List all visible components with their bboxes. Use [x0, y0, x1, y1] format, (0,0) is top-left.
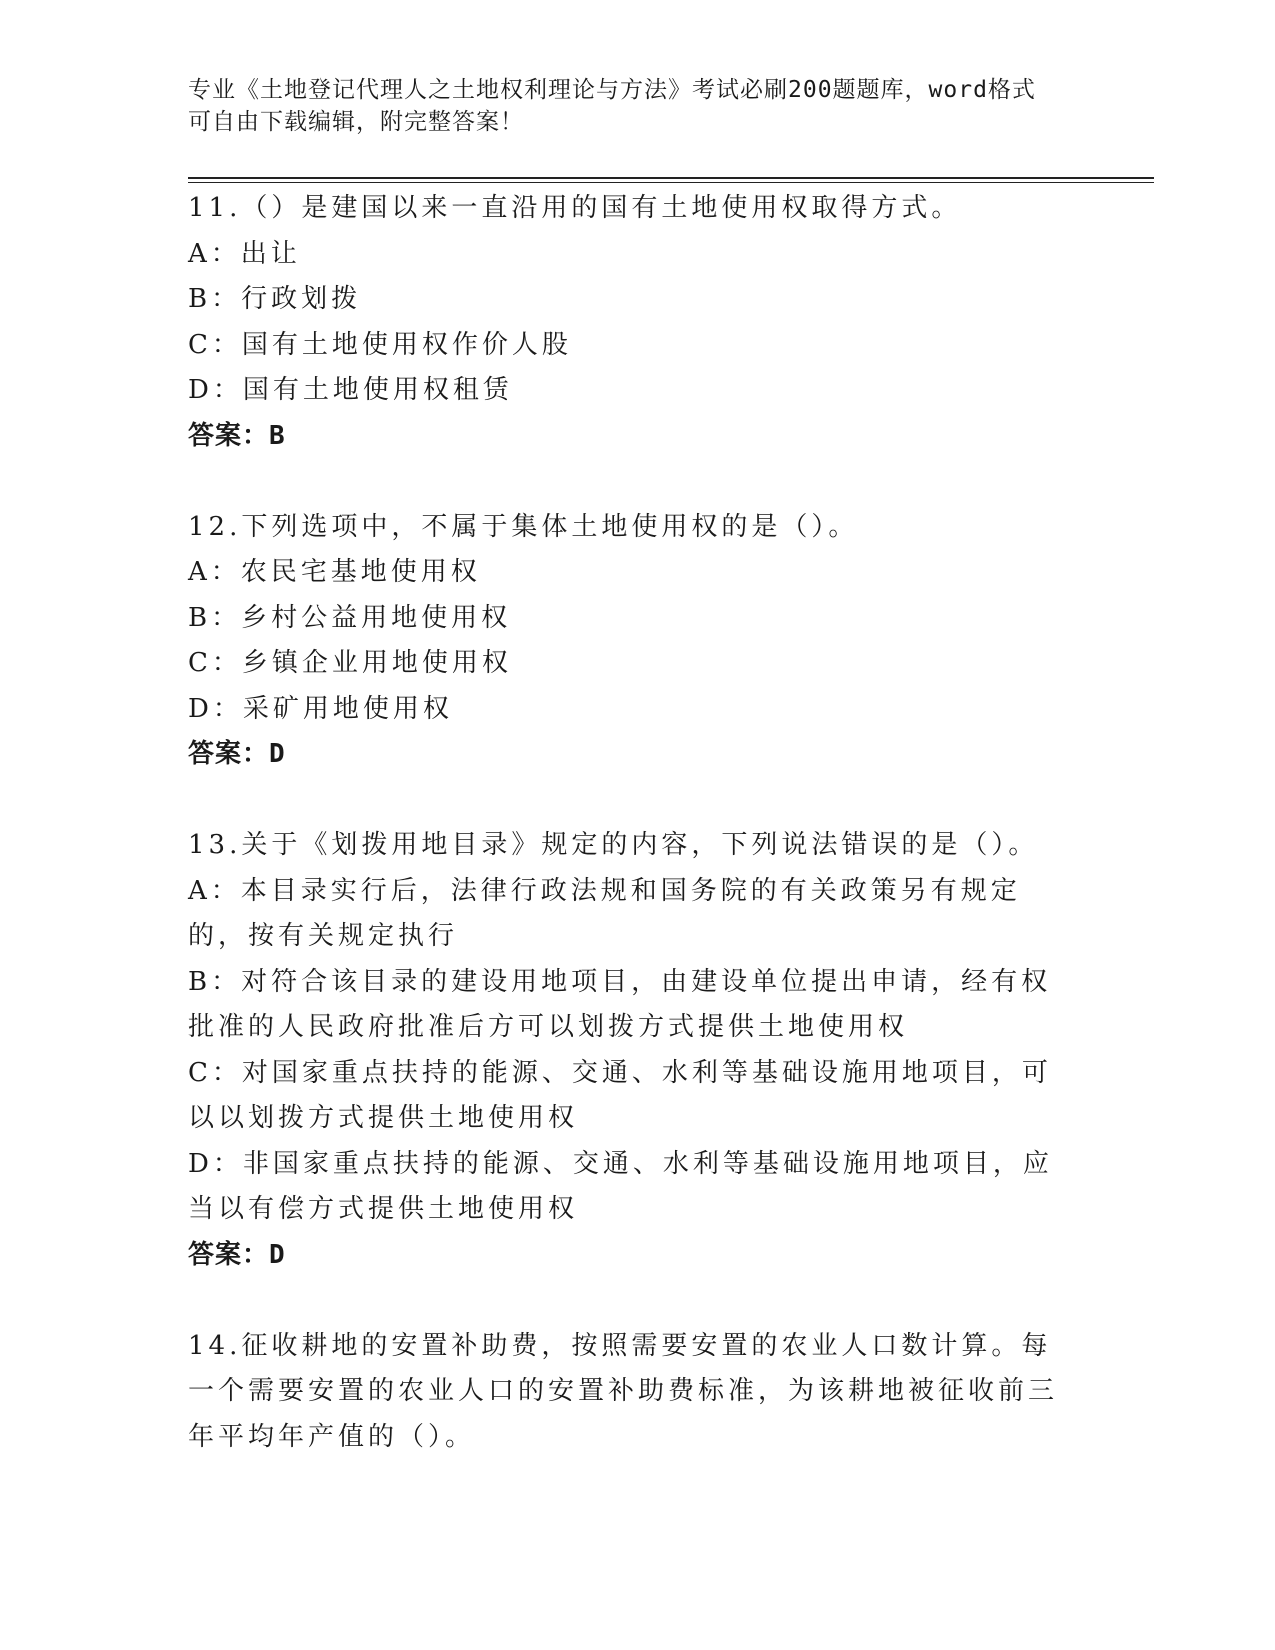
- answer-line: 答案：B: [188, 420, 286, 451]
- question-stem: 13.关于《划拨用地目录》规定的内容，下列说法错误的是（）。: [188, 830, 1039, 860]
- option-c: C：国有土地使用权作价人股: [188, 329, 572, 360]
- answer-line: 答案：D: [188, 1239, 286, 1270]
- question-12: [188, 505, 1068, 778]
- option-a: A：本目录实行后，法律行政法规和国务院的有关政策另有规定的，按有关规定执行: [188, 875, 1021, 951]
- option-d: D：国有土地使用权租赁: [188, 375, 513, 405]
- question-stem: 14.征收耕地的安置补助费，按照需要安置的农业人口数计算。每一个需要安置的农业人口的安置补助费标准，为该耕地被征收前三年平均年产值的（）。: [188, 1330, 1059, 1452]
- option-a: A：出让: [188, 238, 301, 269]
- question-stem: 11.（）是建国以来一直沿用的国有土地使用权取得方式。: [188, 193, 962, 223]
- option-b: B：乡村公益用地使用权: [188, 602, 512, 633]
- option-c: C：对国家重点扶持的能源、交通、水利等基础设施用地项目，可以以划拨方式提供土地使用权: [188, 1057, 1052, 1133]
- document-header: [188, 74, 1068, 138]
- question-11: [188, 186, 1068, 459]
- option-c: C：乡镇企业用地使用权: [188, 648, 512, 678]
- option-b: B：行政划拨: [188, 284, 362, 314]
- option-a: A：农民宅基地使用权: [188, 557, 481, 587]
- option-d: D：采矿用地使用权: [188, 693, 453, 724]
- question-stem: 12.下列选项中，不属于集体土地使用权的是（）。: [188, 511, 859, 542]
- option-b: B：对符合该目录的建设用地项目，由建设单位提出申请，经有权批准的人民政府批准后方可以划拨方式提供土地使用权: [188, 966, 1052, 1042]
- question-13: [188, 823, 1068, 1278]
- header-divider-thick: [188, 177, 1154, 179]
- option-d: D：非国家重点扶持的能源、交通、水利等基础设施用地项目，应当以有偿方式提供土地使用权: [188, 1148, 1053, 1224]
- header-line-1: 专业《土地登记代理人之土地权利理论与方法》考试必刷200题题库，word格式: [188, 77, 1036, 103]
- header-divider-thin: [188, 182, 1154, 183]
- question-14: [188, 1324, 1068, 1461]
- answer-line: 答案：D: [188, 739, 286, 769]
- question-list: [188, 186, 1068, 1506]
- header-line-2: 可自由下载编辑，附完整答案！: [188, 109, 524, 135]
